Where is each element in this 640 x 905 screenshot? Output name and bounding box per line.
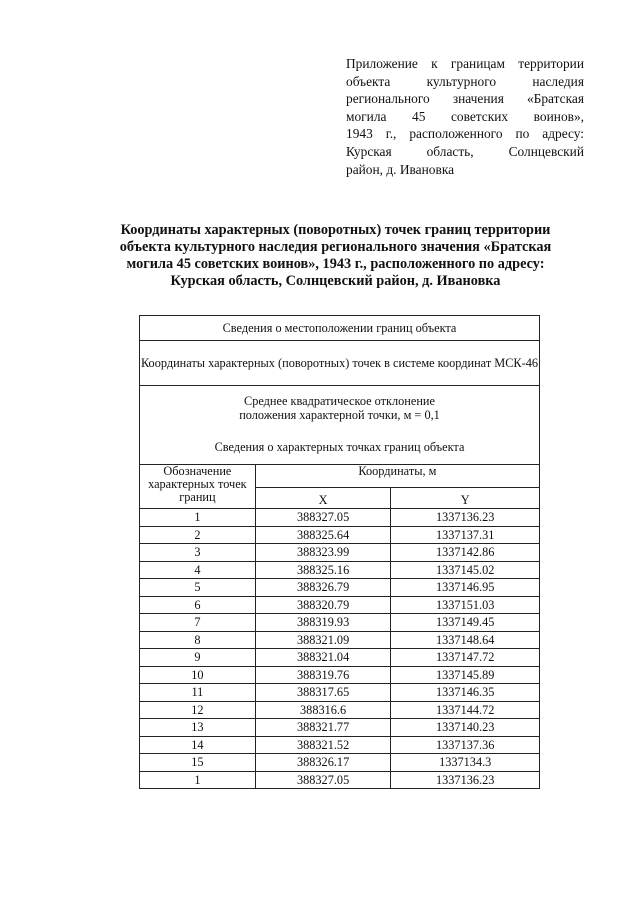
coordinate-y: 1337144.72 <box>391 701 540 719</box>
point-number: 5 <box>140 579 256 597</box>
header-coordinate-system: Координаты характерных (поворотных) точек в системе координат МСК-46 <box>140 341 540 386</box>
point-number: 1 <box>140 509 256 527</box>
table-row <box>140 544 540 562</box>
coordinates-table <box>139 315 540 789</box>
coordinate-x: 388325.16 <box>255 561 391 579</box>
column-coordinates: Координаты, м <box>255 465 539 488</box>
point-number: 3 <box>140 544 256 562</box>
table-row <box>140 701 540 719</box>
appendix-note <box>346 55 584 178</box>
table-row <box>140 614 540 632</box>
point-number: 14 <box>140 736 256 754</box>
column-y: Y <box>391 488 540 509</box>
table-row <box>140 579 540 597</box>
point-number: 12 <box>140 701 256 719</box>
appendix-line: Приложение к границам территории <box>346 56 584 71</box>
point-number: 10 <box>140 666 256 684</box>
coordinate-y: 1337145.89 <box>391 666 540 684</box>
appendix-line: район, д. Ивановка <box>346 161 455 177</box>
document-title: Координаты характерных (поворотных) точек границ территории объекта культурного наследия регионального значения «Братская могила 45 советских воинов», 1943 г., расположенного по адресу: Курская область, Солнцевский район, д. Ивановка <box>119 222 552 289</box>
coordinate-x: 388327.05 <box>255 509 391 527</box>
coordinate-y: 1337137.36 <box>391 736 540 754</box>
point-number: 2 <box>140 526 256 544</box>
appendix-line: регионального значения «Братская <box>346 91 584 107</box>
coordinate-x: 388321.52 <box>255 736 391 754</box>
appendix-line: могила 45 советских воинов», <box>346 108 584 124</box>
coordinate-x: 388319.76 <box>255 666 391 684</box>
coordinate-y: 1337149.45 <box>391 614 540 632</box>
point-number: 11 <box>140 684 256 702</box>
table-row <box>140 631 540 649</box>
table-row <box>140 719 540 737</box>
point-number: 13 <box>140 719 256 737</box>
coordinate-y: 1337142.86 <box>391 544 540 562</box>
coordinate-y: 1337147.72 <box>391 649 540 667</box>
point-number: 4 <box>140 561 256 579</box>
point-number: 15 <box>140 754 256 772</box>
point-number: 7 <box>140 614 256 632</box>
appendix-line: Курская область, Солнцевский <box>346 143 584 159</box>
table-row <box>140 509 540 527</box>
coordinate-x: 388319.93 <box>255 614 391 632</box>
point-number: 9 <box>140 649 256 667</box>
point-number: 8 <box>140 631 256 649</box>
table-row <box>140 754 540 772</box>
coordinate-y: 1337146.35 <box>391 684 540 702</box>
coordinate-x: 388321.04 <box>255 649 391 667</box>
coordinate-y: 1337146.95 <box>391 579 540 597</box>
coordinate-y: 1337134.3 <box>391 754 540 772</box>
coordinate-x: 388317.65 <box>255 684 391 702</box>
deviation-value: положения характерной точки, м = 0,1 <box>239 408 440 422</box>
coordinate-x: 388326.17 <box>255 754 391 772</box>
coordinate-x: 388321.09 <box>255 631 391 649</box>
table-row <box>140 771 540 789</box>
coordinate-y: 1337137.31 <box>391 526 540 544</box>
coordinate-x: 388320.79 <box>255 596 391 614</box>
deviation-label: Среднее квадратическое отклонение <box>244 394 435 408</box>
header-accuracy <box>140 386 540 465</box>
column-designation: Обозначение характерных точек границ <box>140 465 256 509</box>
table-row <box>140 561 540 579</box>
coordinate-y: 1337151.03 <box>391 596 540 614</box>
table-row <box>140 649 540 667</box>
table-row <box>140 596 540 614</box>
coordinate-x: 388325.64 <box>255 526 391 544</box>
appendix-line: объекта культурного наследия <box>346 73 584 89</box>
table-row <box>140 736 540 754</box>
coordinate-x: 388316.6 <box>255 701 391 719</box>
point-number: 1 <box>140 771 256 789</box>
coordinate-y: 1337148.64 <box>391 631 540 649</box>
coordinate-y: 1337136.23 <box>391 771 540 789</box>
points-info-label: Сведения о характерных точках границ объекта <box>214 440 465 454</box>
coordinate-y: 1337145.02 <box>391 561 540 579</box>
coordinate-x: 388321.77 <box>255 719 391 737</box>
table-row <box>140 666 540 684</box>
coordinate-y: 1337136.23 <box>391 509 540 527</box>
coordinate-x: 388326.79 <box>255 579 391 597</box>
point-number: 6 <box>140 596 256 614</box>
coordinate-x: 388323.99 <box>255 544 391 562</box>
coordinate-y: 1337140.23 <box>391 719 540 737</box>
table-row <box>140 684 540 702</box>
header-location: Сведения о местоположении границ объекта <box>140 316 540 341</box>
column-x: X <box>255 488 391 509</box>
coordinate-x: 388327.05 <box>255 771 391 789</box>
appendix-line: 1943 г., расположенного по адресу: <box>346 126 584 142</box>
table-row <box>140 526 540 544</box>
